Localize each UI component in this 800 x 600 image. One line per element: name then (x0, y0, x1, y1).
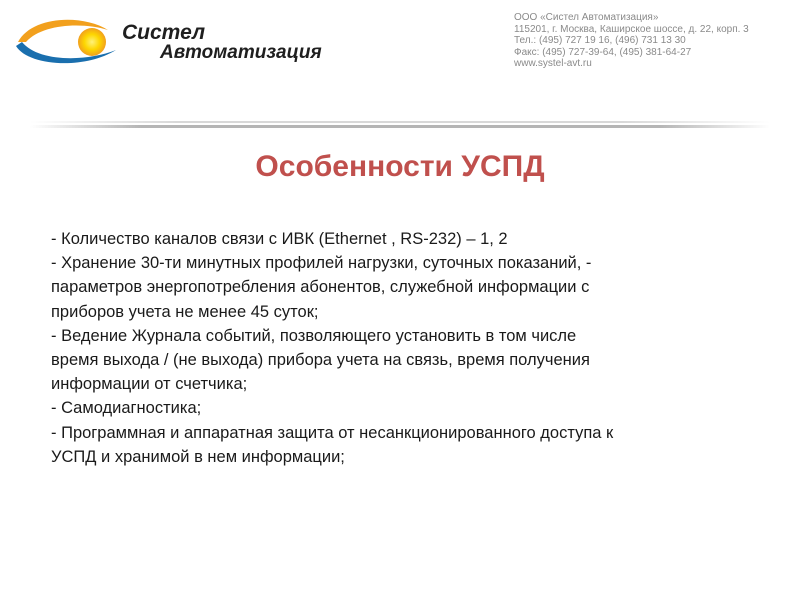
body-line: - Самодиагностика; (51, 399, 202, 418)
company-logo (12, 12, 322, 72)
body-line: информации от счетчика; (51, 375, 248, 394)
body-line: приборов учета не менее 45 суток; (51, 302, 319, 321)
company-contacts (514, 12, 794, 70)
contacts-company-name: ООО «Систел Автоматизация» (514, 12, 659, 23)
body-line: УСПД и хранимой в нем информации; (51, 447, 345, 466)
logo-line1: Систел (122, 21, 206, 44)
contacts-address: 115201, г. Москва, Каширское шоссе, д. 22, корп. 3 (514, 23, 749, 35)
body-line: - Ведение Журнала событий, позволяющего установить в том числе (51, 326, 577, 345)
contacts-phone: Тел.: (495) 727 19 16, (496) 731 13 30 (514, 35, 686, 46)
logo-emblem-icon (12, 12, 122, 72)
body-line: - Программная и аппаратная защита от несанкционированного доступа к (51, 423, 614, 442)
header-divider (30, 118, 770, 132)
body-line: параметров энергопотребления абонентов, служебной информации с (51, 278, 590, 297)
body-line: время выхода / (не выхода) прибора учета на связь, время получения (51, 351, 590, 370)
slide-title: Особенности УСПД (255, 150, 545, 183)
contacts-fax: Факс: (495) 727-39-64, (495) 381-64-27 (514, 46, 692, 58)
body-line: - Хранение 30-ти минутных профилей нагрузки, суточных показаний, - (51, 254, 592, 273)
features-list (51, 227, 751, 469)
contacts-website: www.systel-avt.ru (514, 58, 592, 69)
logo-line2: Автоматизация (160, 42, 322, 63)
body-line: - Количество каналов связи с ИВК (Ethernet , RS-232) – 1, 2 (51, 230, 508, 248)
